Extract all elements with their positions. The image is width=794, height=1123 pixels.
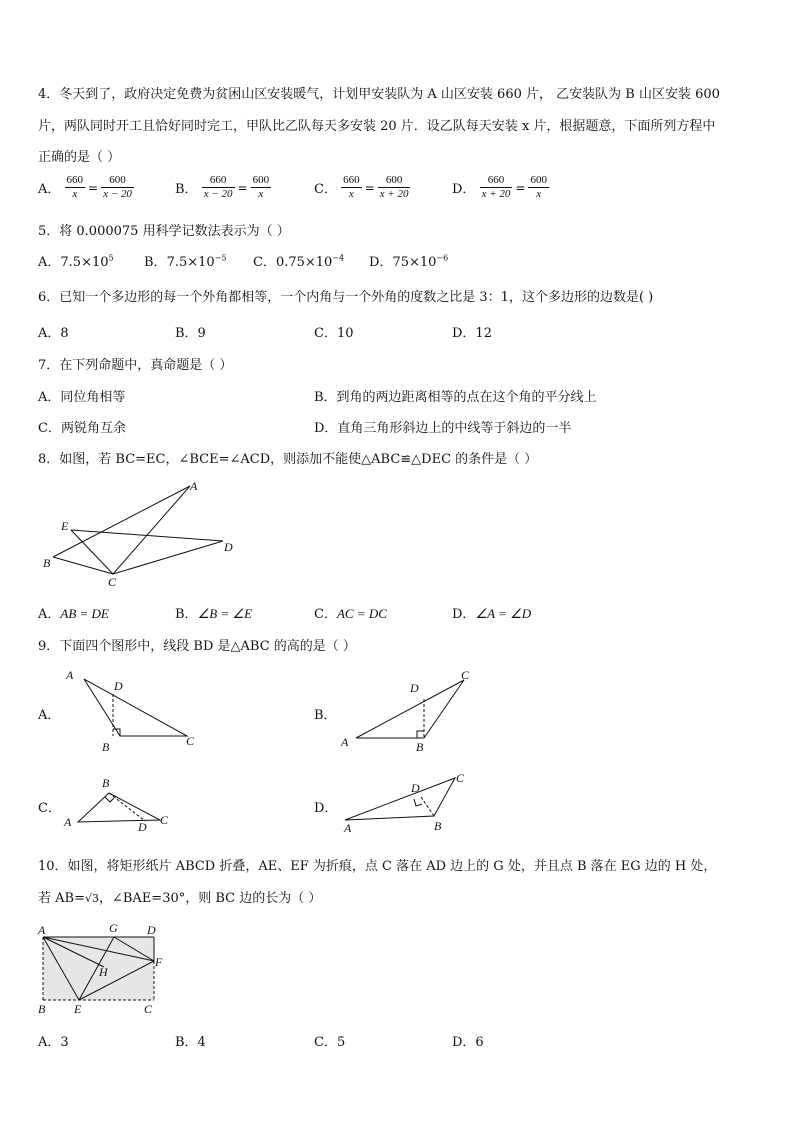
q4-stem-line1: 4．冬天到了，政府决定免费为贫困山区安装暖气，计划甲安装队为 A 山区安装 660 片， 乙安装队为 B 山区安装 600 bbox=[38, 87, 720, 102]
q6-option-b[interactable]: B．9 bbox=[175, 326, 206, 341]
option-label: B． bbox=[175, 182, 198, 197]
fraction: $\frac{660}{x + 20}$ bbox=[481, 174, 511, 200]
q10-option-c[interactable]: C．5 bbox=[314, 1035, 346, 1050]
q9-option-b[interactable]: B． bbox=[314, 708, 337, 723]
q9-stem: 9．下面四个图形中，线段 BD 是△ABC 的高的是（ ） bbox=[38, 639, 356, 654]
q10-label-b: B bbox=[38, 1002, 46, 1016]
q9d-label-c: C bbox=[456, 771, 465, 785]
q4-option-d[interactable]: D． $\frac{660}{x + 20}$ = $\frac{600}{x}$ bbox=[452, 174, 547, 200]
q5-option-c[interactable]: C．$0.75\times 10^{-4}$ bbox=[253, 253, 345, 270]
q6-stem: 6．已知一个多边形的每一个外角都相等，一个内角与一个外角的度数之比是 3：1，这个多边形的边数是( ) bbox=[38, 290, 654, 305]
q10-option-b[interactable]: B．4 bbox=[175, 1035, 206, 1050]
q8-label-e: E bbox=[61, 519, 69, 533]
q9b-label-c: C bbox=[461, 668, 470, 682]
q9a-label-a: A bbox=[66, 668, 74, 682]
fraction: $\frac{600}{x}$ bbox=[252, 174, 270, 200]
q9-option-c[interactable]: C． bbox=[38, 801, 61, 816]
q10-label-a: A bbox=[38, 923, 46, 937]
q9a-label-b: B bbox=[102, 740, 110, 754]
q9b-label-b: B bbox=[416, 740, 424, 754]
q6-option-d[interactable]: D．12 bbox=[452, 326, 492, 341]
q10-label-h: H bbox=[99, 965, 108, 979]
q8-option-b[interactable]: B．∠B = ∠E bbox=[175, 606, 253, 622]
q7-option-d[interactable]: D．直角三角形斜边上的中线等于斜边的一半 bbox=[314, 421, 572, 436]
q8-option-c[interactable]: C．AC = DC bbox=[314, 606, 387, 622]
q8-option-a[interactable]: A．AB = DE bbox=[38, 606, 109, 622]
sqrt-three: √3 bbox=[84, 892, 99, 905]
q8-label-a: A bbox=[190, 479, 198, 493]
q8-stem: 8．如图，若 BC=EC，∠BCE=∠ACD，则添加不能使△ABC≌△DEC 的条件是（ ） bbox=[38, 452, 538, 467]
q8-label-b: B bbox=[43, 556, 51, 570]
q10-label-c: C bbox=[144, 1002, 153, 1016]
q10-label-g: G bbox=[109, 921, 118, 935]
q10-label-e: E bbox=[74, 1002, 82, 1016]
q10-label-d: D bbox=[147, 923, 156, 937]
q6-option-a[interactable]: A．8 bbox=[38, 326, 69, 341]
q6-option-c[interactable]: C．10 bbox=[314, 326, 354, 341]
q7-option-b[interactable]: B．到角的两边距离相等的点在这个角的平分线上 bbox=[314, 390, 597, 405]
fraction: $\frac{600}{x}$ bbox=[530, 174, 547, 200]
q4-option-c[interactable]: C． $\frac{660}{x}$ = $\frac{600}{x + 20}$ bbox=[314, 174, 409, 200]
q4-option-a[interactable]: A． $\frac{660}{x}$ = $\frac{600}{x - 20}$ bbox=[38, 174, 132, 200]
fraction: $\frac{600}{x - 20}$ bbox=[103, 174, 132, 200]
q10-label-f: F bbox=[155, 955, 163, 969]
q9a-label-c: C bbox=[186, 734, 195, 748]
fraction: $\frac{660}{x - 20}$ bbox=[203, 174, 233, 200]
q10-option-a[interactable]: A．3 bbox=[38, 1035, 69, 1050]
q7-option-c[interactable]: C．两锐角互余 bbox=[38, 421, 126, 436]
option-label: A． bbox=[38, 182, 61, 197]
q9a-label-d: D bbox=[114, 679, 123, 693]
q9c-label-b: B bbox=[102, 776, 110, 790]
q9c-label-c: C bbox=[160, 813, 169, 827]
q9c-label-d: D bbox=[138, 820, 147, 834]
q9d-label-d: D bbox=[411, 781, 420, 795]
q9-option-a[interactable]: A． bbox=[38, 708, 61, 723]
option-label: C． bbox=[314, 182, 337, 197]
fraction: $\frac{600}{x + 20}$ bbox=[379, 174, 409, 200]
q10-stem-line1: 10．如图，将矩形纸片 ABCD 折叠，AE、EF 为折痕，点 C 落在 AD 边上的 G 处，并且点 B 落在 EG 边的 H 处， bbox=[38, 859, 717, 874]
fraction: $\frac{660}{x}$ bbox=[343, 174, 360, 200]
q7-stem: 7．在下列命题中，真命题是（ ） bbox=[38, 358, 233, 373]
q8-label-c: C bbox=[108, 575, 117, 589]
q5-option-b[interactable]: B．$7.5\times 10^{-5}$ bbox=[144, 253, 227, 270]
q9-option-d[interactable]: D． bbox=[314, 801, 338, 816]
option-label: D． bbox=[452, 182, 476, 197]
q7-option-a[interactable]: A．同位角相等 bbox=[38, 390, 126, 405]
q5-stem: 5．将 0.000075 用科学记数法表示为（ ） bbox=[38, 224, 290, 239]
q4-stem-line3: 正确的是（ ） bbox=[38, 150, 121, 165]
q9d-label-a: A bbox=[344, 821, 352, 835]
fraction: $\frac{660}{x}$ bbox=[66, 174, 84, 200]
q8-label-d: D bbox=[224, 540, 233, 554]
q5-option-a[interactable]: A．$7.5\times 10^5$ bbox=[38, 253, 114, 270]
q4-stem-line2: 片，两队同时开工且恰好同时完工，甲队比乙队每天多安装 20 片．设乙队每天安装 x 片，根据题意，下面所列方程中 bbox=[38, 119, 716, 134]
q4-option-b[interactable]: B． $\frac{660}{x - 20}$ = $\frac{600}{x}$ bbox=[175, 174, 270, 200]
q5-option-d[interactable]: D．$75\times 10^{-6}$ bbox=[369, 253, 449, 270]
q9b-label-a: A bbox=[341, 735, 349, 749]
q9c-label-a: A bbox=[64, 815, 72, 829]
q10-stem-line2: 若 AB=√3，∠BAE=30°，则 BC 边的长为（ ） bbox=[38, 891, 322, 906]
q9d-label-b: B bbox=[434, 819, 442, 833]
q8-option-d[interactable]: D．∠A = ∠D bbox=[452, 606, 532, 622]
q10-option-d[interactable]: D．6 bbox=[452, 1035, 484, 1050]
q9b-label-d: D bbox=[410, 681, 419, 695]
